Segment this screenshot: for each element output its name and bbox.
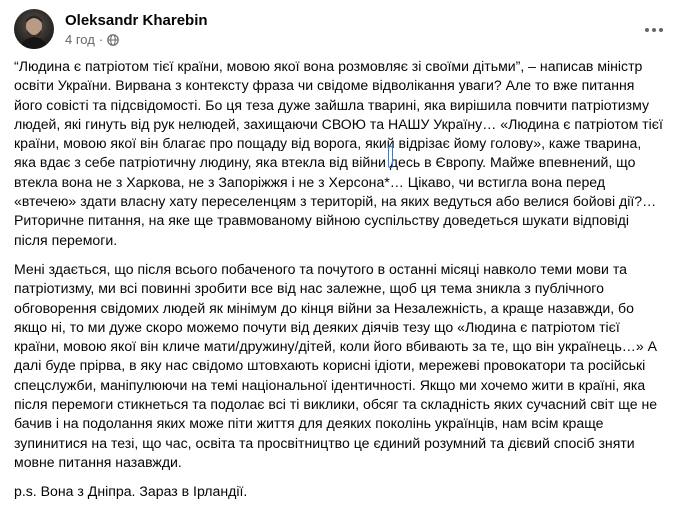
author-name[interactable]: Oleksandr Kharebin: [65, 11, 208, 29]
post-header: [14, 8, 208, 50]
post-body: [14, 57, 666, 512]
post-paragraph-3: p.s. Вона з Дніпра. Зараз в Ірландії.: [14, 483, 248, 500]
separator-dot: ·: [98, 31, 104, 47]
author-avatar[interactable]: [14, 9, 54, 49]
post-menu-button[interactable]: [639, 14, 669, 44]
text-cursor-icon: [388, 146, 393, 168]
post-meta: [65, 11, 208, 48]
post-subline: [65, 32, 208, 48]
post-paragraph-2: Мені здається, що після всього побаченого та почутого в останні місяці навколо теми мови та патріотизму, ми всі повинні зробити все від нас залежне, щоб ця тема зникла з публічного обговорення свідомих людей як мінімум до кінця війни за Незалежність, а краще назавжди, бо якщо ні, то ми дуже скоро можемо почути від деяких діячів тезу що «Людина є патріотом тієї країни, мовою якої він кличе мати/дружину/дітей, коли його вбивають за те, що він українець…» А далі буде прірва, в яку нас свідомо штовхають корисні ідіоти, мережеві провокатори та російські спецслужби, маніпулюючи на темі національної ідентичності. Якщо ми хочемо жити в країні, яка після перемоги стикнеться та подолає всі ті виклики, обсяг та складність яких сучасний світ ще не бачив і на подолання яких може піти життя для деяких поколінь українців, нам всім краще зупинитися на тезі, що час, освіта та просвітництво це єдиний розумний та дієвий спосіб зняти мовне питання назавжди.: [14, 260, 658, 470]
post-timestamp[interactable]: 4 год: [65, 31, 95, 47]
post-paragraph-1: “Людина є патріотом тієї країни, мовою якої вона розмовляє зі своїми дітьми”, – написав міністр освіти України. Вирвана з контексту фраза чи свідоме відволікання уваги? Але то вже питання його совісті та підсвідомості. Бо ця теза дуже зайшла тварині, яка вирішила повчити патріотизму людей, які гинуть від рук нелюдей, захищаючи СВОЮ та НАШУ Україну… «Людина є патріотом тієї країни, мовою якої він благає про пощаду від ворога, який відрізає йому голову», каже тварина, яка вдає з себе патріотичну людину, яка втекла від війни десь в Європу. Майже впевнений, що втекла вона не з Харкова, не з Запоріжжя і не з Херсона*… Цікаво, чи встигла вона перед «втечею» здати власну хату переселенцям з територій, на яких ведуться або велися бойові дії?… Риторичне питання, на яке ще травмованому війною суспільству доведеться шукати відповіді після перемоги.: [14, 58, 663, 248]
globe-icon[interactable]: [107, 34, 119, 46]
more-horizontal-icon: [644, 20, 664, 38]
